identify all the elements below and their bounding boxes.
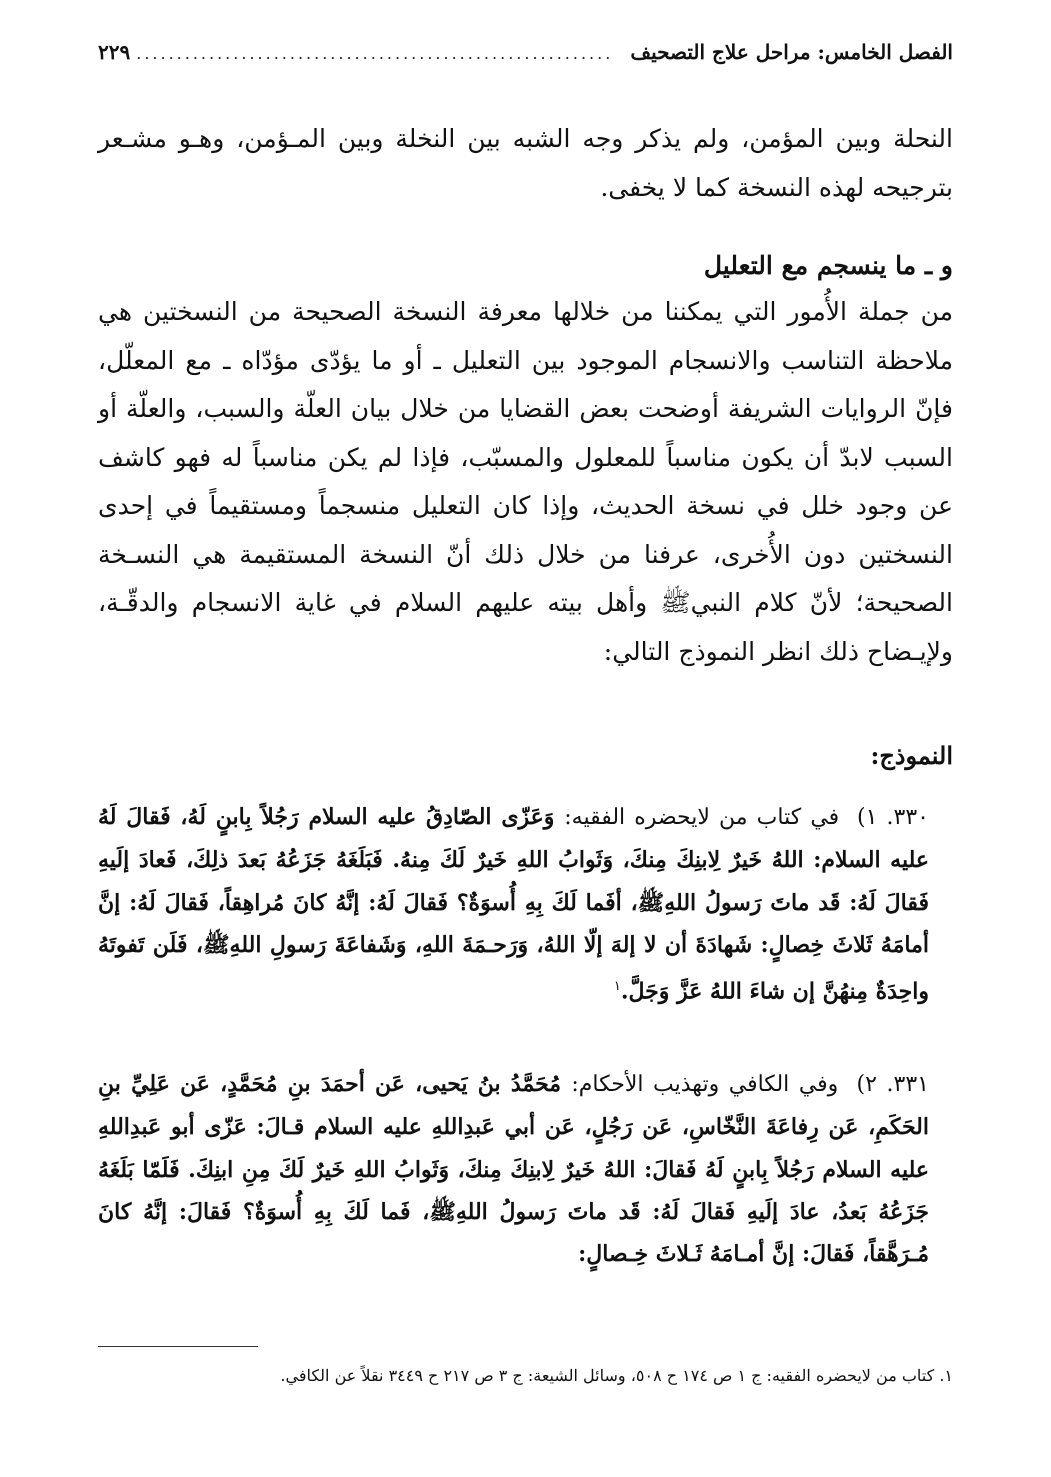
example-text: مُحَمَّدُ بنُ يَحيى، عَن أحمَدَ بنِ مُحَمَّدٍ، عَن عَلِيِّ بنِ الحَكَمِ، عَن رِفاعَةَ النَّخّاسِ، عَن رَجُلٍ، عَن أبي عَبدِاللهِ عليه السلام قـالَ: عَزّى أبو عَبدِاللهِ عليه السلام رَجُلاً بِابنٍ لَهُ فَقالَ: اللهُ خَيرٌ لِابنِكَ مِنكَ، وَثَوابُ اللهِ خَيرٌ لَكَ مِنِ ابنِكَ. فَلَمّا بَلَغَهُ جَزَعُهُ بَعدُ، عادَ إلَيهِ فَقالَ لَهُ: قَد ماتَ رَسولُ اللهِﷺ، فَما لَكَ بِهِ أُسوَةٌ؟ فَقالَ: إنَّهُ كانَ مُـرَهَّقاً، فَقالَ: إنَّ أمـامَهُ ثَـلاثَ خِـصالٍ:	[98, 1071, 929, 1268]
footnote-ref[interactable]: ١	[613, 979, 621, 995]
example-source: في كتاب من لايحضره الفقيه:	[564, 805, 840, 830]
running-header	[98, 40, 953, 64]
footnote-divider	[98, 1346, 258, 1347]
section-heading: و ـ ما ينسجم مع التعليل	[703, 251, 953, 280]
main-paragraph: من جملة الأُمور التي يمكننا من خلالها معرفة النسخة الصحيحة من النسختين هي ملاحظة التناسب والانسجام الموجود بين التعليل ـ أو ما يؤدّى مؤدّاه ـ مع المعلّل، فإنّ الروايات الشريفة أوضحت بعض القضايا من خلال بيان العلّة والسبب، والعلّة أو السبب لابدّ أن يكون مناسباً للمعلول والمسبّب، فإذا لم يكن مناسباً له فهو كاشف عن وجود خلل في نسخة الحديث، وإذا كان التعليل منسجماً ومستقيماً في إحدى النسختين دون الأُخرى، عرفنا من خلال ذلك أنّ النسخة المستقيمة هي النسـخة الصحيحة؛ لأنّ كلام النبيﷺ وأهل بيته عليهم السلام في غاية الانسجام والدقّـة، ولإيـضاح ذلك انظر النموذج التالي:	[98, 297, 953, 666]
page-number: ٢٢٩	[98, 40, 131, 64]
hadith-example-1	[98, 796, 929, 1013]
leader-dots: ...........................................................	[136, 44, 614, 63]
chapter-title: الفصل الخامس: مراحل علاج التصحيف	[630, 40, 953, 64]
footnote: ١. كتاب من لايحضره الفقيه: ج ١ ص ١٧٤ ح ٥٠٨، وسائل الشيعة: ج ٣ ص ٢١٧ ح ٣٤٤٩ نقلاً عن الكافي.	[280, 1366, 953, 1385]
example-number: ٣٣١. ٢)	[856, 1072, 929, 1097]
model-label: النموذج:	[870, 741, 953, 770]
example-number: ٣٣٠. ١)	[856, 805, 929, 830]
intro-paragraph: النحلة وبين المؤمن، ولم يذكر وجه الشبه بين النخلة وبين المـؤمن، وهـو مشـعر بترجيحه لهذه النسخة كما لا يخفى.	[98, 124, 953, 202]
example-source: وفي الكافي وتهذيب الأحكام:	[571, 1072, 839, 1097]
hadith-example-2	[98, 1063, 929, 1275]
example-text: وَعَزّى الصّادِقُ عليه السلام رَجُلاً بِابنٍ لَهُ، فَقالَ لَهُ عليه السلام: اللهُ خَيرٌ لِابنِكَ مِنكَ، وَثَوابُ اللهِ خَيرٌ لَكَ مِنهُ. فَبَلَغَهُ جَزَعُهُ بَعدَ ذلِكَ، فَعادَ إلَيهِ فَقالَ لَهُ: قَد ماتَ رَسولُ اللهِﷺ، أفَما لَكَ بِهِ أُسوَةٌ؟ فَقالَ لَهُ: إنَّهُ كانَ مُراهِقاً، فَقالَ لَهُ: إنَّ أمامَهُ ثَلاثَ خِصالٍ: شَهادَةَ أن لا إلهَ إلّا اللهُ، وَرَحـمَةَ اللهِ، وَشَفاعَةَ رَسولِ اللهِﷺ، فَلَن تَفوتَهُ واحِدَةٌ مِنهُنَّ إن شاءَ اللهُ عَزَّ وَجَلَّ.	[98, 804, 929, 1005]
